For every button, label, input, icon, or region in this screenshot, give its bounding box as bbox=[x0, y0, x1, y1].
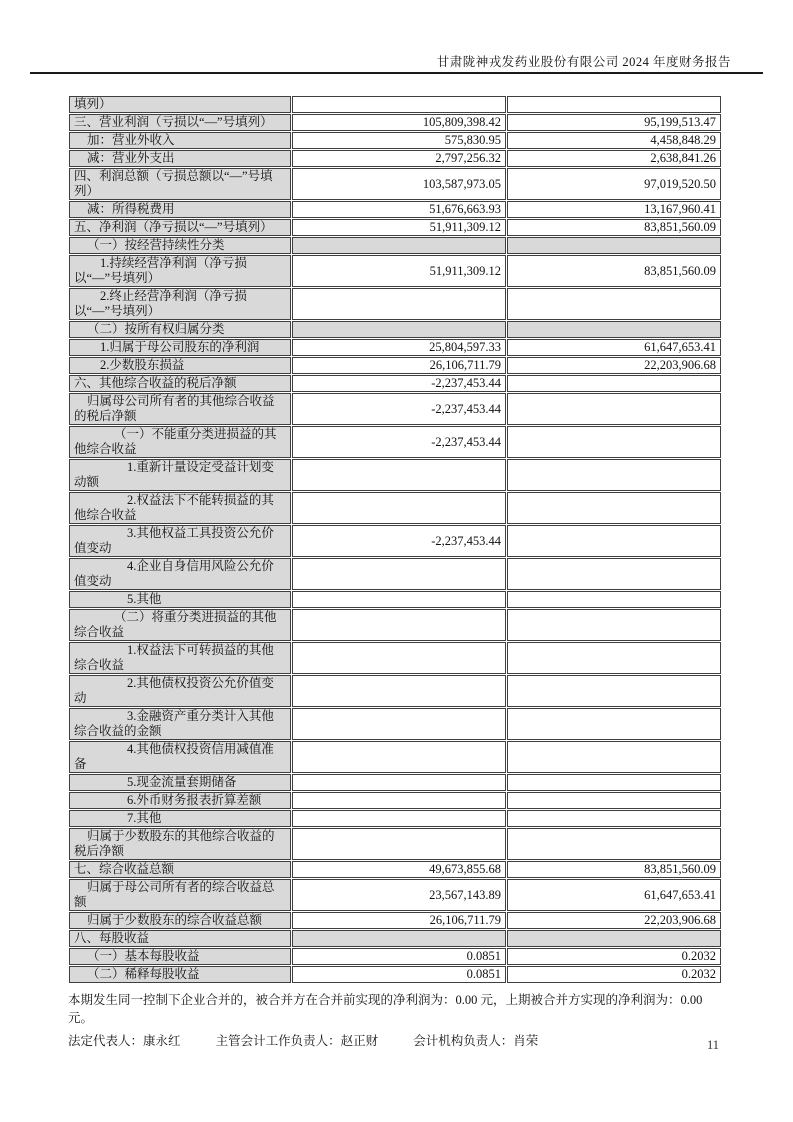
table-row bbox=[69, 930, 721, 947]
table-row bbox=[69, 219, 721, 236]
row-label-cell: （二）按所有权归属分类 bbox=[69, 321, 291, 338]
row-label-cell: （一）不能重分类进损益的其他综合收益 bbox=[69, 426, 291, 458]
row-label-cell: 1.重新计量设定受益计划变动额 bbox=[69, 459, 291, 491]
row-label-cell: （二）将重分类进损益的其他综合收益 bbox=[69, 609, 291, 641]
prior-period-amount-cell bbox=[507, 741, 721, 773]
current-period-amount-cell: 51,911,309.12 bbox=[292, 219, 506, 236]
table-row bbox=[69, 339, 721, 356]
current-period-amount-cell bbox=[292, 591, 506, 608]
current-period-amount-cell: 25,804,597.33 bbox=[292, 339, 506, 356]
prior-period-amount-cell: 2,638,841.26 bbox=[507, 150, 721, 167]
current-period-amount-cell: 51,911,309.12 bbox=[292, 255, 506, 287]
prior-period-amount-cell bbox=[507, 393, 721, 425]
row-label-cell: 减：营业外支出 bbox=[69, 150, 291, 167]
table-row bbox=[69, 201, 721, 218]
row-label-cell: （一）基本每股收益 bbox=[69, 948, 291, 965]
prior-period-amount-cell bbox=[507, 288, 721, 320]
prior-period-amount-cell: 83,851,560.09 bbox=[507, 219, 721, 236]
row-label-cell: 2.少数股东损益 bbox=[69, 357, 291, 374]
table-row bbox=[69, 492, 721, 524]
prior-period-amount-cell bbox=[507, 525, 721, 557]
table-row bbox=[69, 675, 721, 707]
current-period-amount-cell: 26,106,711.79 bbox=[292, 357, 506, 374]
current-period-amount-cell bbox=[292, 828, 506, 860]
current-period-amount-cell: 575,830.95 bbox=[292, 132, 506, 149]
current-period-amount-cell bbox=[292, 930, 506, 947]
prior-period-amount-cell bbox=[507, 810, 721, 827]
row-label-cell: 3.金融资产重分类计入其他综合收益的金额 bbox=[69, 708, 291, 740]
prior-period-amount-cell bbox=[507, 774, 721, 791]
prior-period-amount-cell bbox=[507, 609, 721, 641]
table-row bbox=[69, 861, 721, 878]
merger-note: 本期发生同一控制下企业合并的，被合并方在合并前实现的净利润为：0.00 元，上期被合并方实现的净利润为：0.00 元。 bbox=[68, 993, 703, 1025]
prior-period-amount-cell bbox=[507, 426, 721, 458]
row-label-cell: 四、利润总额（亏损总额以“—”号填列） bbox=[69, 168, 291, 200]
current-period-amount-cell bbox=[292, 609, 506, 641]
prior-period-amount-cell bbox=[507, 828, 721, 860]
page-content bbox=[68, 95, 723, 1050]
current-period-amount-cell bbox=[292, 321, 506, 338]
prior-period-amount-cell bbox=[507, 591, 721, 608]
income-statement-table bbox=[68, 95, 722, 984]
prior-period-amount-cell: 97,019,520.50 bbox=[507, 168, 721, 200]
accounting-head: 会计机构负责人：肖荣 bbox=[413, 1034, 539, 1048]
row-label-cell: 三、营业利润（亏损以“—”号填列） bbox=[69, 114, 291, 131]
table-row bbox=[69, 966, 721, 983]
current-period-amount-cell bbox=[292, 96, 506, 113]
table-row bbox=[69, 393, 721, 425]
current-period-amount-cell bbox=[292, 675, 506, 707]
row-label-cell: 2.终止经营净利润（净亏损以“—”号填列） bbox=[69, 288, 291, 320]
chief-accountant: 主管会计工作负责人：赵正财 bbox=[215, 1034, 379, 1048]
table-row bbox=[69, 237, 721, 254]
prior-period-amount-cell: 4,458,848.29 bbox=[507, 132, 721, 149]
table-row bbox=[69, 168, 721, 200]
prior-period-amount-cell: 13,167,960.41 bbox=[507, 201, 721, 218]
current-period-amount-cell: 23,567,143.89 bbox=[292, 879, 506, 911]
table-row bbox=[69, 357, 721, 374]
table-row bbox=[69, 375, 721, 392]
running-header bbox=[30, 52, 731, 70]
table-row bbox=[69, 255, 721, 287]
row-label-cell: 归属于少数股东的其他综合收益的税后净额 bbox=[69, 828, 291, 860]
current-period-amount-cell: -2,237,453.44 bbox=[292, 426, 506, 458]
row-label-cell: 7.其他 bbox=[69, 810, 291, 827]
table-row bbox=[69, 459, 721, 491]
table-row bbox=[69, 96, 721, 113]
current-period-amount-cell bbox=[292, 708, 506, 740]
current-period-amount-cell: -2,237,453.44 bbox=[292, 393, 506, 425]
prior-period-amount-cell: 61,647,653.41 bbox=[507, 339, 721, 356]
prior-period-amount-cell bbox=[507, 459, 721, 491]
row-label-cell: 2.其他债权投资公允价值变动 bbox=[69, 675, 291, 707]
current-period-amount-cell: 105,809,398.42 bbox=[292, 114, 506, 131]
prior-period-amount-cell bbox=[507, 792, 721, 809]
current-period-amount-cell bbox=[292, 558, 506, 590]
table-row bbox=[69, 426, 721, 458]
prior-period-amount-cell bbox=[507, 492, 721, 524]
prior-period-amount-cell: 83,851,560.09 bbox=[507, 255, 721, 287]
page-number: 11 bbox=[706, 1038, 719, 1052]
table-row bbox=[69, 912, 721, 929]
current-period-amount-cell bbox=[292, 774, 506, 791]
table-row bbox=[69, 642, 721, 674]
row-label-cell: （二）稀释每股收益 bbox=[69, 966, 291, 983]
table-row bbox=[69, 525, 721, 557]
row-label-cell: 加：营业外收入 bbox=[69, 132, 291, 149]
prior-period-amount-cell: 61,647,653.41 bbox=[507, 879, 721, 911]
table-row bbox=[69, 792, 721, 809]
row-label-cell: 七、综合收益总额 bbox=[69, 861, 291, 878]
current-period-amount-cell: 49,673,855.68 bbox=[292, 861, 506, 878]
current-period-amount-cell: 51,676,663.93 bbox=[292, 201, 506, 218]
table-row bbox=[69, 828, 721, 860]
prior-period-amount-cell bbox=[507, 675, 721, 707]
row-label-cell: 五、净利润（净亏损以“—”号填列） bbox=[69, 219, 291, 236]
current-period-amount-cell bbox=[292, 492, 506, 524]
row-label-cell: 八、每股收益 bbox=[69, 930, 291, 947]
signatories-line bbox=[68, 1032, 723, 1050]
row-label-cell: 5.现金流量套期储备 bbox=[69, 774, 291, 791]
table-row bbox=[69, 774, 721, 791]
row-label-cell: 5.其他 bbox=[69, 591, 291, 608]
current-period-amount-cell bbox=[292, 810, 506, 827]
row-label-cell: 4.企业自身信用风险公允价值变动 bbox=[69, 558, 291, 590]
current-period-amount-cell bbox=[292, 288, 506, 320]
header-rule bbox=[30, 72, 763, 74]
table-row bbox=[69, 609, 721, 641]
row-label-cell: 填列） bbox=[69, 96, 291, 113]
legal-representative: 法定代表人：康永红 bbox=[68, 1034, 181, 1048]
prior-period-amount-cell bbox=[507, 642, 721, 674]
current-period-amount-cell: 0.0851 bbox=[292, 966, 506, 983]
prior-period-amount-cell: 22,203,906.68 bbox=[507, 357, 721, 374]
current-period-amount-cell bbox=[292, 237, 506, 254]
table-row bbox=[69, 948, 721, 965]
prior-period-amount-cell: 22,203,906.68 bbox=[507, 912, 721, 929]
table-row bbox=[69, 150, 721, 167]
prior-period-amount-cell: 0.2032 bbox=[507, 948, 721, 965]
table-row bbox=[69, 114, 721, 131]
table-row bbox=[69, 558, 721, 590]
current-period-amount-cell bbox=[292, 642, 506, 674]
current-period-amount-cell: 103,587,973.05 bbox=[292, 168, 506, 200]
report-title: 甘肃陇神戎发药业股份有限公司 2024 年度财务报告 bbox=[436, 55, 731, 69]
prior-period-amount-cell bbox=[507, 96, 721, 113]
current-period-amount-cell bbox=[292, 741, 506, 773]
current-period-amount-cell: 26,106,711.79 bbox=[292, 912, 506, 929]
prior-period-amount-cell: 83,851,560.09 bbox=[507, 861, 721, 878]
row-label-cell: 六、其他综合收益的税后净额 bbox=[69, 375, 291, 392]
table-row bbox=[69, 132, 721, 149]
row-label-cell: （一）按经营持续性分类 bbox=[69, 237, 291, 254]
row-label-cell: 2.权益法下不能转损益的其他综合收益 bbox=[69, 492, 291, 524]
current-period-amount-cell: 2,797,256.32 bbox=[292, 150, 506, 167]
row-label-cell: 3.其他权益工具投资公允价值变动 bbox=[69, 525, 291, 557]
prior-period-amount-cell bbox=[507, 321, 721, 338]
current-period-amount-cell: 0.0851 bbox=[292, 948, 506, 965]
row-label-cell: 1.持续经营净利润（净亏损以“—”号填列） bbox=[69, 255, 291, 287]
row-label-cell: 1.归属于母公司股东的净利润 bbox=[69, 339, 291, 356]
row-label-cell: 归属于母公司所有者的综合收益总额 bbox=[69, 879, 291, 911]
prior-period-amount-cell bbox=[507, 375, 721, 392]
row-label-cell: 归属于少数股东的综合收益总额 bbox=[69, 912, 291, 929]
prior-period-amount-cell bbox=[507, 237, 721, 254]
prior-period-amount-cell bbox=[507, 708, 721, 740]
row-label-cell: 1.权益法下可转损益的其他综合收益 bbox=[69, 642, 291, 674]
table-row bbox=[69, 879, 721, 911]
row-label-cell: 减：所得税费用 bbox=[69, 201, 291, 218]
table-row bbox=[69, 321, 721, 338]
table-row bbox=[69, 591, 721, 608]
row-label-cell: 4.其他债权投资信用减值准备 bbox=[69, 741, 291, 773]
table-row bbox=[69, 288, 721, 320]
table-row bbox=[69, 810, 721, 827]
table-row bbox=[69, 741, 721, 773]
current-period-amount-cell bbox=[292, 792, 506, 809]
prior-period-amount-cell bbox=[507, 558, 721, 590]
prior-period-amount-cell: 95,199,513.47 bbox=[507, 114, 721, 131]
current-period-amount-cell: -2,237,453.44 bbox=[292, 375, 506, 392]
row-label-cell: 6.外币财务报表折算差额 bbox=[69, 792, 291, 809]
row-label-cell: 归属母公司所有者的其他综合收益的税后净额 bbox=[69, 393, 291, 425]
current-period-amount-cell bbox=[292, 459, 506, 491]
table-row bbox=[69, 708, 721, 740]
prior-period-amount-cell bbox=[507, 930, 721, 947]
prior-period-amount-cell: 0.2032 bbox=[507, 966, 721, 983]
current-period-amount-cell: -2,237,453.44 bbox=[292, 525, 506, 557]
